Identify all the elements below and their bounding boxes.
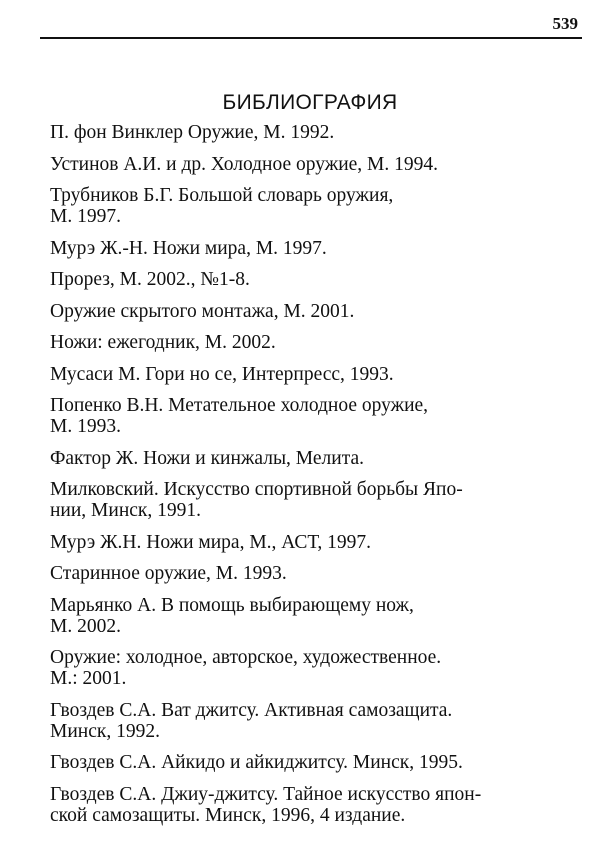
- entry-line: Оружие скрытого монтажа, М. 2001.: [50, 300, 355, 322]
- bibliography-entry: [50, 563, 590, 584]
- bibliography-entry: [50, 269, 590, 290]
- bibliography-entry: [50, 395, 590, 437]
- bibliography-entry: [50, 364, 590, 385]
- entry-line: Фактор Ж. Ножи и кинжалы, Мелита.: [50, 447, 364, 469]
- entry-line: М. 1997.: [50, 206, 121, 227]
- entry-line: П. фон Винклер Оружие, М. 1992.: [50, 122, 335, 143]
- entry-line: Гвоздев С.А. Айкидо и айкиджитсу. Минск, 1995.: [50, 752, 463, 773]
- entry-line: М. 1993.: [50, 416, 121, 437]
- bibliography-entry: [50, 700, 590, 742]
- bibliography-entry: [50, 448, 590, 469]
- entry-line: Гвоздев С.А. Джиу-джитсу. Тайное искусство япон-: [50, 783, 482, 805]
- entry-line: Мурэ Ж.Н. Ножи мира, М., АСТ, 1997.: [50, 531, 371, 553]
- page-title: БИБЛИОГРАФИЯ: [222, 91, 398, 114]
- bibliography-entry: [50, 122, 590, 143]
- entry-line: ской самозащиты. Минск, 1996, 4 издание.: [50, 804, 406, 826]
- bibliography-entry: [50, 185, 590, 227]
- bibliography-entry: [50, 301, 590, 322]
- entry-line: Прорез, М. 2002., №1-8.: [50, 269, 250, 290]
- entry-line: М.: 2001.: [50, 668, 127, 689]
- entry-line: Ножи: ежегодник, М. 2002.: [50, 332, 276, 353]
- entry-line: Старинное оружие, М. 1993.: [50, 563, 287, 584]
- bibliography-entry: [50, 752, 590, 773]
- bibliography-entry: [50, 238, 590, 259]
- entry-line: Оружие: холодное, авторское, художественное.: [50, 647, 442, 668]
- entry-line: Устинов А.И. и др. Холодное оружие, М. 1994.: [50, 153, 439, 175]
- entry-line: Мусаси М. Гори но се, Интерпресс, 1993.: [50, 363, 394, 385]
- entry-line: нии, Минск, 1991.: [50, 500, 202, 521]
- header-rule: [40, 37, 582, 39]
- bibliography-list: [50, 122, 590, 836]
- bibliography-entry: [50, 479, 590, 521]
- entry-line: Минск, 1992.: [50, 720, 160, 742]
- entry-line: Попенко В.Н. Метательное холодное оружие,: [50, 395, 429, 416]
- entry-line: Мурэ Ж.-Н. Ножи мира, М. 1997.: [50, 237, 327, 259]
- bibliography-entry: [50, 595, 590, 637]
- bibliography-entry: [50, 647, 590, 689]
- entry-line: Трубников Б.Г. Большой словарь оружия,: [50, 185, 394, 206]
- bibliography-entry: [50, 332, 590, 353]
- bibliography-entry: [50, 154, 590, 175]
- page-number: 539: [552, 14, 578, 33]
- entry-line: М. 2002.: [50, 615, 121, 637]
- bibliography-entry: [50, 532, 590, 553]
- entry-line: Милковский. Искусство спортивной борьбы Япо-: [50, 479, 463, 500]
- entry-line: Гвоздев С.А. Ват джитсу. Активная самозащита.: [50, 699, 453, 721]
- entry-line: Марьянко А. В помощь выбирающему нож,: [50, 594, 414, 616]
- bibliography-entry: [50, 784, 590, 826]
